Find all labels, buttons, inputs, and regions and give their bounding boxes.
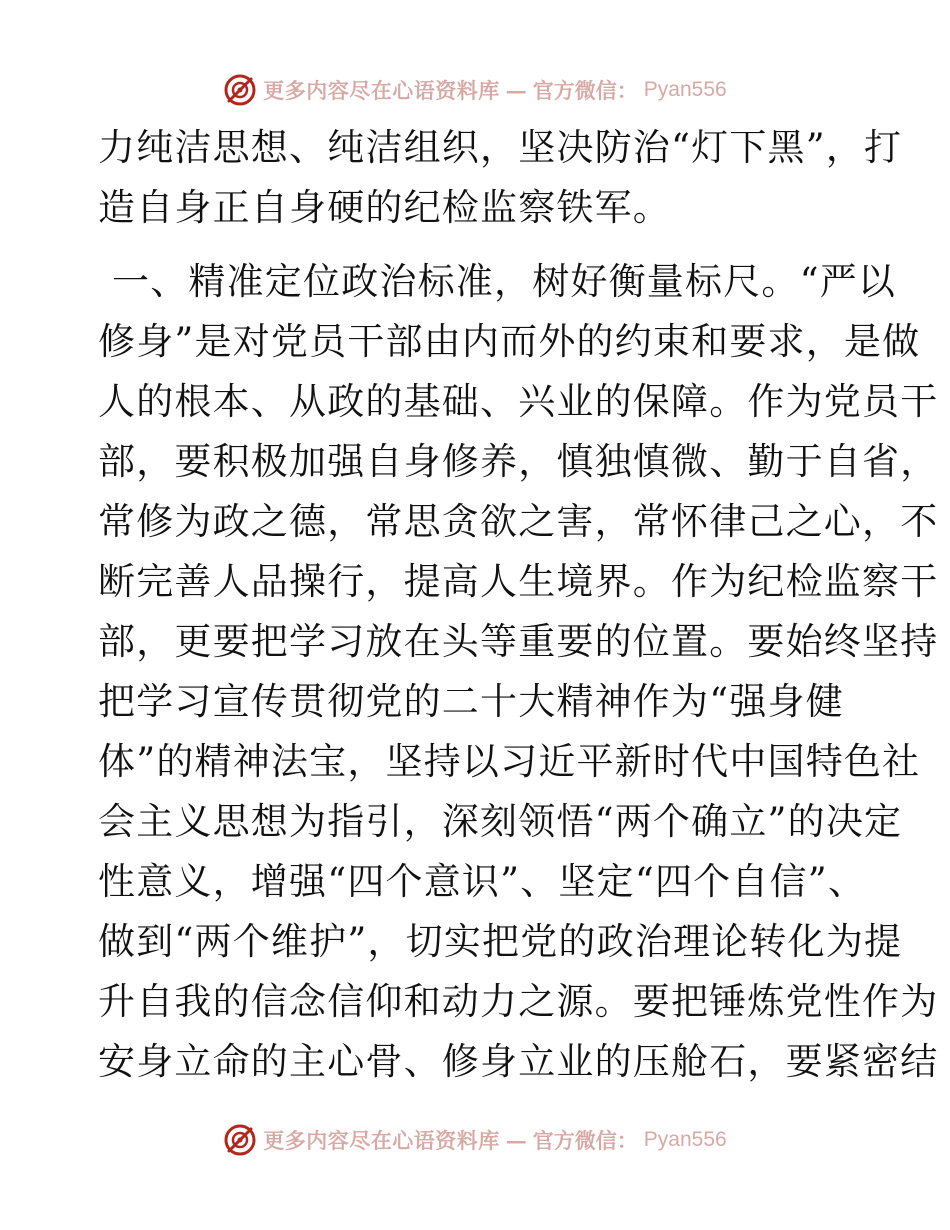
watermark-wechat-label: 官方微信：: [532, 78, 638, 103]
text-line: 修身”是对党员干部由内而外的约束和要求，是做: [98, 320, 921, 363]
text-line: 部，要积极加强自身修养，慎独慎微、勤于自省，: [98, 440, 939, 483]
text-line: 部，更要把学习放在头等重要的位置。要始终坚持: [98, 620, 939, 663]
section-heading-line: 一、精准定位政治标准，树好衡量标尺。“严以: [112, 260, 897, 303]
text-line: 性意义，增强“四个意识”、坚定“四个自信”、: [98, 860, 867, 903]
document-body: [98, 118, 939, 1092]
logo-seal-icon: [223, 73, 257, 107]
text-line: 会主义思想为指引，深刻领悟“两个确立”的决定: [98, 800, 903, 843]
text-line: 人的根本、从政的基础、兴业的保障。作为党员干: [98, 380, 939, 423]
watermark-wechat-id: Pyan556: [643, 1128, 727, 1151]
watermark-separator: —: [505, 1127, 527, 1153]
watermark-separator: —: [505, 77, 527, 103]
text-line: 常修为政之德，常思贪欲之害，常怀律己之心，不: [98, 500, 939, 543]
watermark-main-text: 更多内容尽在心语资料库: [263, 78, 500, 103]
text-line: 升自我的信念信仰和动力之源。要把锤炼党性作为: [98, 980, 939, 1023]
paragraph-1: [98, 118, 903, 238]
watermark-main-text: 更多内容尽在心语资料库: [263, 1128, 500, 1153]
footer-watermark: [0, 1120, 950, 1160]
text-line: 做到“两个维护”，切实把党的政治理论转化为提: [98, 920, 903, 963]
text-line: 力纯洁思想、纯洁组织，坚决防治“灯下黑”，打: [98, 126, 903, 169]
text-line: 造自身正自身硬的纪检监察铁军。: [98, 186, 671, 229]
text-line: 安身立命的主心骨、修身立业的压舱石，要紧密结: [98, 1040, 939, 1083]
text-line: 体”的精神法宝，坚持以习近平新时代中国特色社: [98, 740, 921, 783]
text-line: 断完善人品操行，提高人生境界。作为纪检监察干: [98, 560, 939, 603]
paragraph-2: [98, 252, 939, 1092]
logo-seal-icon: [223, 1123, 257, 1157]
watermark-wechat-label: 官方微信：: [532, 1128, 638, 1153]
header-watermark: [0, 70, 950, 110]
watermark-wechat-id: Pyan556: [643, 78, 727, 101]
text-line: 把学习宣传贯彻党的二十大精神作为“强身健: [98, 680, 844, 723]
